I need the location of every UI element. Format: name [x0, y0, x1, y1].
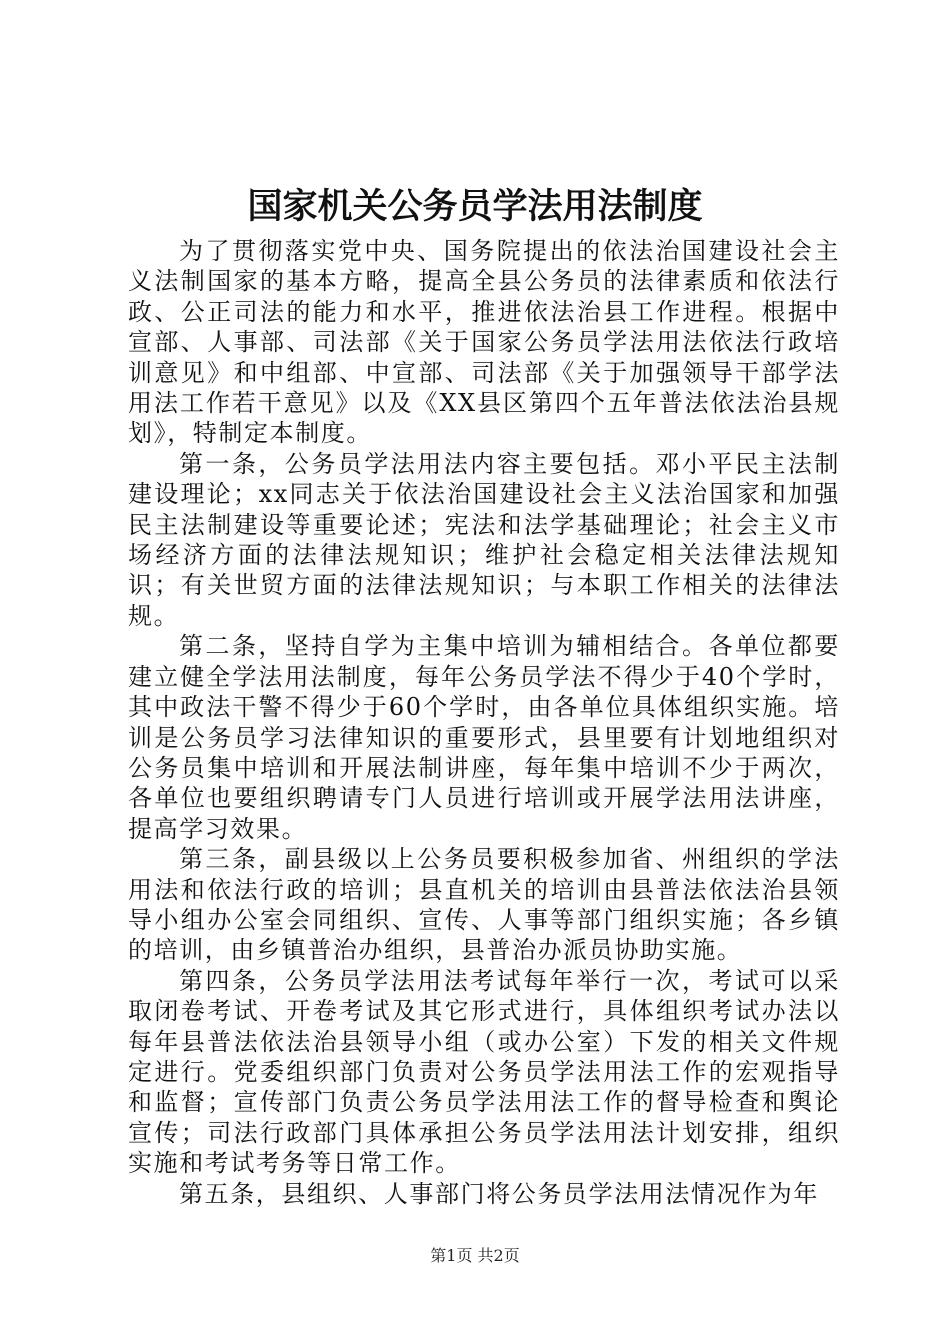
document-title: 国家机关公务员学法用法制度 [247, 187, 703, 227]
document-body [128, 236, 840, 1209]
page-number-footer: 第1页 共2页 [430, 1246, 520, 1265]
paragraph-article-5: 第五条，县组织、人事部门将公务员学法用法情况作为年 [179, 1179, 819, 1208]
paragraph-article-2: 第二条，坚持自学为主集中培训为辅相结合。各单位都要建立健全学法用法制度，每年公务员学法不得少于40个学时，其中政法干警不得少于60个学时，由各单位具体组织实施。培训是公务员学习法律知识的重要形式，县里要有计划地组织对公务员集中培训和开展法制讲座，每年集中培训不少于两次，各单位也要组织聘请专门人员进行培训或开展学法用法讲座，提高学习效果。 [128, 632, 840, 843]
paragraph-article-1: 第一条，公务员学法用法内容主要包括。邓小平民主法制建设理论；xx同志关于依法治国建设社会主义法治国家和加强民主法制建设等重要论述；宪法和法学基础理论；社会主义市场经济方面的法律法规知识；维护社会稳定相关法律法规知识；有关世贸方面的法律法规知识；与本职工作相关的法律法规。 [128, 449, 840, 630]
paragraph-intro: 为了贯彻落实党中央、国务院提出的依法治国建设社会主义法制国家的基本方略，提高全县公务员的法律素质和依法行政、公正司法的能力和水平，推进依法治县工作进程。根据中宣部、人事部、司法部《关于国家公务员学法用法依法行政培训意见》和中组部、中宣部、司法部《关于加强领导干部学法用法工作若干意见》以及《XX县区第四个五年普法依法治县规划》，特制定本制度。 [128, 237, 840, 448]
paragraph-article-4: 第四条，公务员学法用法考试每年举行一次，考试可以采取闭卷考试、开卷考试及其它形式进行，具体组织考试办法以每年县普法依法治县领导小组（或办公室）下发的相关文件规定进行。党委组织部门负责对公务员学法用法工作的宏观指导和监督；宣传部门负责公务员学法用法工作的督导检查和舆论宣传；司法行政部门具体承担公务员学法用法计划安排，组织实施和考试考务等日常工作。 [128, 966, 840, 1178]
paragraph-article-3: 第三条，副县级以上公务员要积极参加省、州组织的学法用法和依法行政的培训；县直机关的培训由县普法依法治县领导小组办公室会同组织、宣传、人事等部门组织实施；各乡镇的培训，由乡镇普治办组织，县普治办派员协助实施。 [128, 845, 840, 965]
